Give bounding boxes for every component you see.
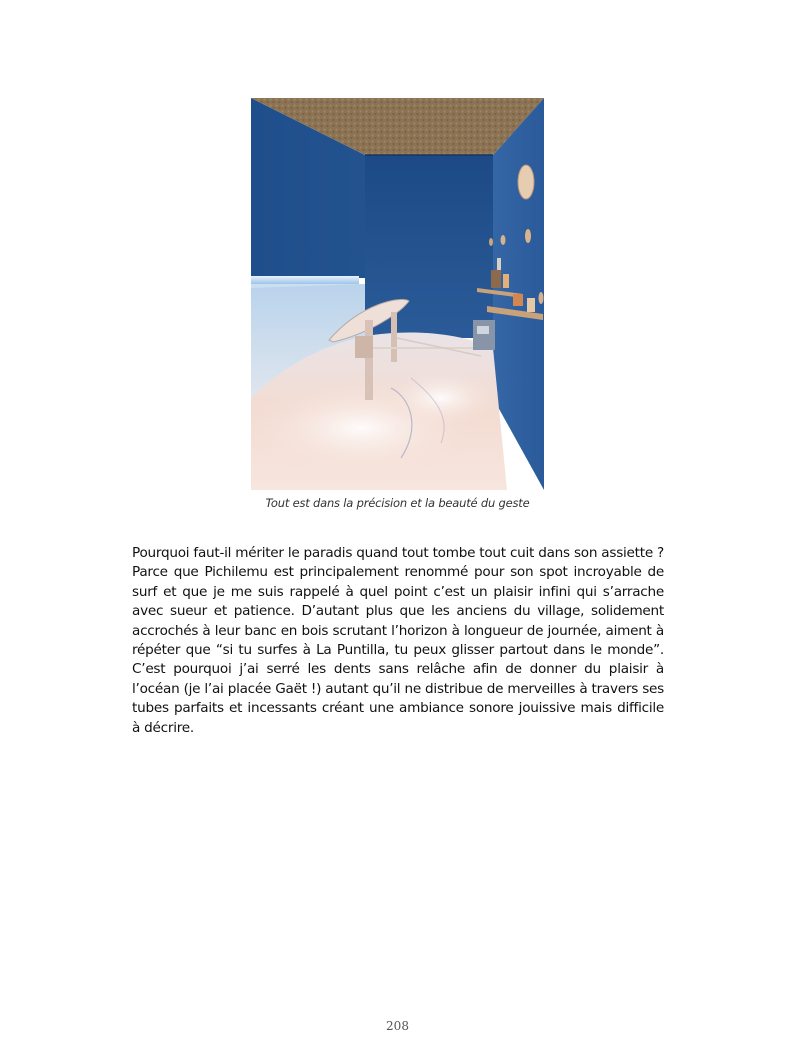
shaping-room-photo: [251, 98, 544, 490]
body-paragraph: Pourquoi faut-il mériter le paradis quand tout tombe tout cuit dans son assiette ? Parce que Pichilemu est principalement renommé pour son spot incroyable de surf et que je me suis rappelé à quel point c’est un plaisir infini qui s’arrache avec sueur et patience. D’autant plus que les anciens du village, solidement accrochés à leur banc en bois scrutant l’horizon à longueur de journée, aiment à répéter que “si tu surfes à La Puntilla, tu peux glisser partout dans le monde”. C’est pourquoi j’ai serré les dents sans relâche afin de donner du plaisir à l’océan (je l’ai placée Gaët !) autant qu’il ne distribue de merveilles à travers ses tubes parfaits et incessants créant une ambiance sonore jouissive mais difficile à décrire.: [132, 545, 664, 736]
figure-caption: Tout est dans la précision et la beauté du geste: [265, 496, 530, 510]
page-number: 208: [386, 1019, 409, 1033]
